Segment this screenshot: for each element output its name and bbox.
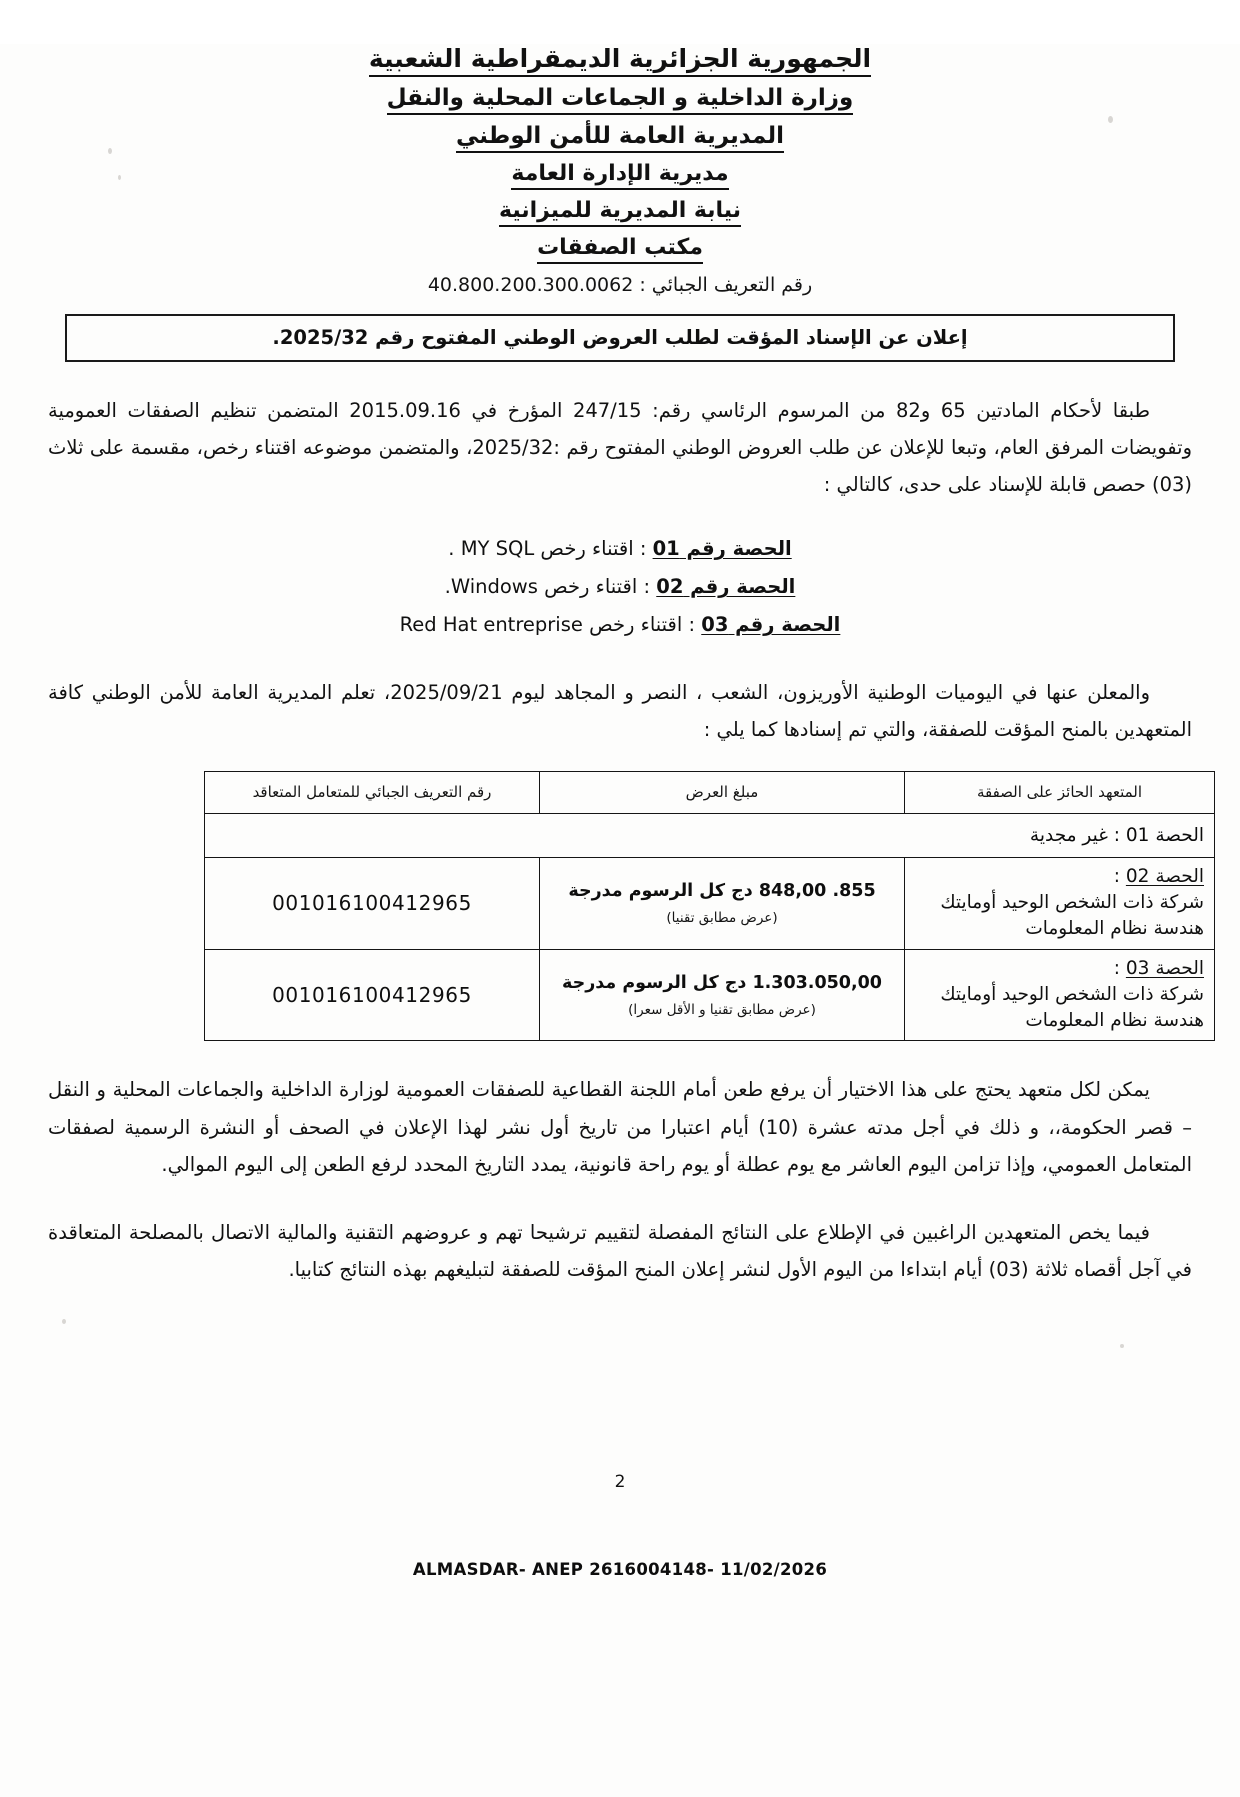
column-header-nif: رقم التعريف الجبائي للمتعامل المتعاقد	[205, 771, 540, 813]
winner-name-line-1: شركة ذات الشخص الوحيد أومايتك	[940, 983, 1204, 1005]
amount-value: 1.303.050,00 دج كل الرسوم مدرجة	[561, 972, 882, 993]
letterhead-line-directorate-general: المديرية العامة للأمن الوطني	[456, 123, 784, 153]
page-title: إعلان عن الإسناد المؤقت لطلب العروض الوطني المفتوح رقم 2025/32.	[272, 326, 968, 350]
lot-label: الحصة رقم 02	[656, 574, 796, 598]
letterhead-line-budget-subdirectorate: نيابة المديرية للميزانية	[499, 198, 741, 227]
lot-description: اقتناء رخص Red Hat entreprise	[399, 612, 683, 636]
scan-speck	[118, 175, 121, 180]
table-row	[205, 857, 1215, 949]
cell-amount-lot-02	[540, 857, 905, 949]
letterhead-line-administration-directorate: مديرية الإدارة العامة	[511, 161, 728, 190]
lot-item	[48, 530, 1192, 568]
letterhead-line-republic: الجمهورية الجزائرية الديمقراطية الشعبية	[369, 44, 871, 77]
scan-speck	[108, 148, 112, 154]
award-results-table	[204, 771, 1215, 1042]
document-page	[0, 44, 1240, 1797]
lot-colon: :	[1113, 957, 1126, 979]
column-header-amount: مبلغ العرض	[540, 771, 905, 813]
tax-id-label: رقم التعريف الجبائي :	[639, 273, 813, 296]
intro-paragraph: طبقا لأحكام المادتين 65 و82 من المرسوم الرئاسي رقم: 247/15 المؤرخ في 2015.09.16 المتضمن تنظيم الصفقات العمومية وتفويضات المرفق العام، وتبعا للإعلان عن طلب العروض الوطني المفتوح رقم :2025/32، والمتضمن موضوعه اقتناء رخص، مقسمة على ثلاث (03) حصص قابلة للإسناد على حدى، كالتالي :	[48, 398, 1192, 497]
amount-value: 855. 848,00 دج كل الرسوم مدرجة	[568, 880, 876, 901]
lot-description: اقتناء رخص MY SQL .	[448, 536, 634, 560]
document-body-lower	[48, 1071, 1192, 1288]
winner-name-line-2: هندسة نظام المعلومات	[1025, 1010, 1204, 1032]
letterhead-line-contracts-office: مكتب الصفقات	[537, 235, 703, 264]
cell-nif-lot-03: 001016100412965	[205, 949, 540, 1041]
lot-reference: الحصة 02	[1125, 865, 1204, 887]
lot-separator: :	[637, 574, 657, 598]
winner-name-line-2: هندسة نظام المعلومات	[1025, 918, 1204, 940]
announcement-title-box	[65, 314, 1175, 362]
page-number: 2	[614, 1472, 626, 1492]
lot-colon: :	[1113, 865, 1126, 887]
consultation-paragraph: فيما يخص المتعهدين الراغبين في الإطلاع على النتائج المفصلة لتقييم ترشيحا تهم و عروضهم التقنية والمالية الاتصال بالمصلحة المتعاقدة في آجل أقصاه ثلاثة (03) أيام ابتداءا من اليوم الأول لنشر إعلان المنح المؤقت للصفقة لتبليغهم بهذه النتائج كتابيا.	[48, 1220, 1192, 1282]
lot-item	[48, 606, 1192, 644]
tax-id-value: 40.800.200.300.0062	[427, 273, 634, 296]
tax-identification	[0, 274, 1240, 296]
amount-note: (عرض مطابق تقنيا و الأقل سعرا)	[628, 1002, 816, 1019]
lots-list	[48, 530, 1192, 644]
winner-name-line-1: شركة ذات الشخص الوحيد أومايتك	[940, 892, 1204, 914]
lot-reference: الحصة 03	[1125, 957, 1204, 979]
document-body	[48, 392, 1192, 749]
announcement-paragraph: والمعلن عنها في اليوميات الوطنية الأوريزون، الشعب ، النصر و المجاهد ليوم 2025/09/21، تعلم المديرية العامة للأمن الوطني كافة المتعهدين بالمنح المؤقت للصفقة، والتي تم إسنادها كما يلي :	[48, 680, 1192, 742]
cell-winner-lot-02	[905, 857, 1215, 949]
letterhead	[0, 44, 1240, 264]
cell-amount-lot-03	[540, 949, 905, 1041]
table-row	[205, 813, 1215, 857]
scan-speck	[62, 1319, 66, 1324]
lot-status-text: : غير مجدية	[1029, 824, 1126, 846]
row-lot-01-unfruitful	[205, 813, 1215, 857]
column-header-winner: المتعهد الحائز على الصفقة	[905, 771, 1215, 813]
lot-label: الحصة رقم 03	[701, 612, 841, 636]
anep-footer: ALMASDAR- ANEP 2616004148- 11/02/2026	[412, 1560, 828, 1579]
lot-separator: :	[633, 536, 653, 560]
lot-reference: الحصة 01	[1125, 824, 1204, 846]
lot-item	[48, 568, 1192, 606]
scan-speck	[1120, 1344, 1124, 1348]
amount-note: (عرض مطابق تقنيا)	[666, 910, 778, 927]
letterhead-line-ministry: وزارة الداخلية و الجماعات المحلية والنقل	[387, 85, 854, 115]
cell-winner-lot-03	[905, 949, 1215, 1041]
cell-nif-lot-02: 001016100412965	[205, 857, 540, 949]
lot-separator: :	[682, 612, 702, 636]
appeal-paragraph: يمكن لكل متعهد يحتج على هذا الاختيار أن يرفع طعن أمام اللجنة القطاعية للصفقات العمومية لوزارة الداخلية والجماعات المحلية و النقل – قصر الحكومة،، و ذلك في أجل مدته عشرة (10) أيام اعتبارا من تاريخ أول نشر لهذا الإعلان في الصحف أو النشرة الرسمية لصفقات المتعامل العمومي، وإذا تزامن اليوم العاشر مع يوم عطلة أو يوم راحة قانونية، يمدد التاريخ المحدد لرفع الطعن إلى اليوم الموالي.	[48, 1078, 1192, 1177]
table-header-row	[205, 771, 1215, 813]
table-row	[205, 949, 1215, 1041]
lot-description: اقتناء رخص Windows.	[444, 574, 638, 598]
lot-label: الحصة رقم 01	[652, 536, 792, 560]
scan-speck	[1108, 116, 1113, 123]
